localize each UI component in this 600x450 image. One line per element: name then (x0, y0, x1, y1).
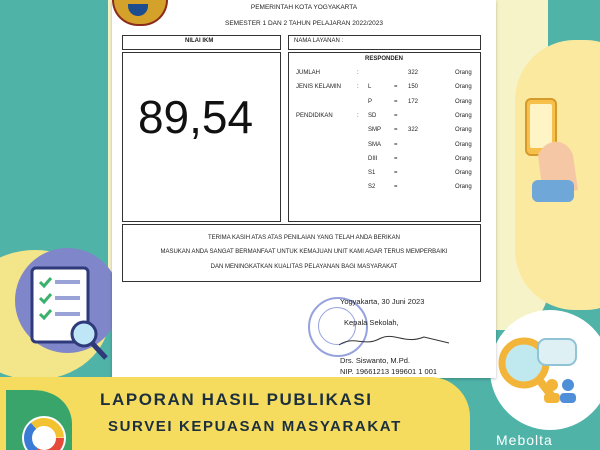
responden-row-eq: = (394, 127, 398, 134)
responden-row-label: JENIS KELAMIN (296, 84, 342, 91)
responden-row-sub: DIII (368, 155, 378, 162)
doc-header-line2: SEMESTER 1 DAN 2 TAHUN PELAJARAN 2022/2023 (225, 20, 383, 27)
thanks-line2: MASUKAN ANDA SANGAT BERMANFAAT UNTUK KEMAJUAN UNIT KAMI AGAR TERUS MEMPERBAIKI (160, 249, 448, 255)
nama-layanan-header (288, 35, 481, 50)
responden-row-unit: Orang (455, 98, 472, 105)
responden-title: RESPONDEN (365, 56, 404, 62)
responden-row-unit: Orang (455, 84, 472, 91)
responden-row-unit: Orang (455, 184, 472, 191)
responden-row-eq: = (394, 112, 398, 119)
responden-row-sub: S2 (368, 184, 376, 191)
responden-row-unit: Orang (455, 127, 472, 134)
responden-row-sub: P (368, 98, 373, 105)
responden-row-value: 322 (408, 70, 419, 76)
responden-row-unit: Orang (455, 70, 472, 76)
responden-row-value: 322 (408, 127, 419, 134)
signature-icon (334, 333, 454, 349)
responden-row-sub: SD (368, 112, 377, 119)
signer-title: Kepala Sekolah, (344, 318, 399, 327)
responden-row-unit: Orang (455, 155, 472, 162)
banner-title-line1: LAPORAN HASIL PUBLIKASI (100, 390, 373, 409)
brand-logo-icon (2, 384, 80, 450)
responden-box (288, 52, 481, 222)
responden-row-eq: = (394, 170, 398, 177)
responden-row-unit: Orang (455, 112, 472, 119)
place-date: Yogyakarta, 30 Juni 2023 (340, 297, 425, 306)
doc-header-line1: PEMERINTAH KOTA YOGYAKARTA (250, 4, 358, 11)
nilai-ikm-label: NILAI IKM (185, 38, 214, 44)
survey-document (112, 0, 496, 378)
nama-layanan-label: NAMA LAYANAN : (294, 38, 344, 44)
banner-title-line2: SURVEI KEPUASAN MASYARAKAT (108, 418, 402, 435)
responden-row-eq: = (394, 98, 398, 105)
brand-name: Mebolta (496, 432, 553, 448)
responden-row-sub: S1 (368, 170, 376, 177)
thanks-line3: DAN MENINGKATKAN KUALITAS PELAYANAN BAGI MASYARAKAT (210, 264, 398, 270)
phone-touch-icon (518, 95, 588, 205)
responden-row-eq: = (394, 184, 398, 191)
signer-name: Drs. Siswanto, M.Pd. (340, 356, 411, 365)
responden-row-label: JUMLAH (296, 70, 321, 76)
nilai-ikm-value: 89,54 (137, 91, 254, 143)
responden-row-label: PENDIDIKAN (296, 112, 333, 119)
responden-row-unit: Orang (455, 141, 472, 148)
responden-row-eq: = (394, 155, 398, 162)
responden-row-unit: Orang (455, 170, 472, 177)
responden-row-value: 150 (408, 84, 419, 91)
signer-nip: NIP. 19661213 199601 1 001 (340, 367, 438, 376)
nilai-ikm-header (122, 35, 281, 50)
thanks-line1: TERIMA KASIH ATAS ATAS PENILAIAN YANG TELAH ANDA BERIKAN (208, 235, 400, 241)
responden-row-sep: : (357, 84, 359, 91)
responden-row-sub: L (368, 84, 372, 91)
responden-row-sep: : (357, 70, 359, 76)
responden-row-value: 172 (408, 98, 419, 105)
checklist-icon (22, 262, 112, 362)
responden-row-eq: = (394, 84, 398, 91)
responden-row-sep: : (357, 112, 359, 119)
responden-row-sub: SMP (368, 127, 382, 134)
responden-row-eq: = (394, 141, 398, 148)
responden-row-sub: SMA (368, 141, 382, 148)
